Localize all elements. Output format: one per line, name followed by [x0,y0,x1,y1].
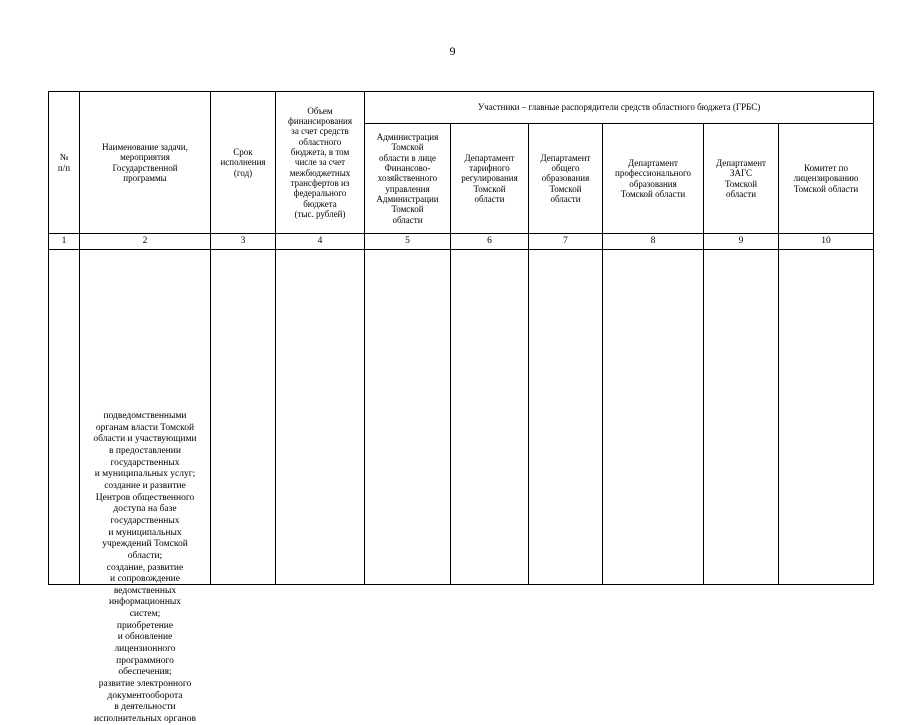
text-line: образования [629,178,677,189]
text-line: бюджета, в том [290,146,350,157]
header-licensing-committee [779,124,874,234]
col-number-cell: 6 [451,234,529,250]
prof-edu-cell [603,250,704,585]
header-participants: Участники – главные распорядители средств областного бюджета (ГРБС) [365,92,874,124]
col-number-cell: 2 [80,234,211,250]
text-line: Администрации [376,194,439,205]
text-line: № [59,152,69,163]
text-line: областного [298,136,342,147]
header-col-finance [276,92,365,234]
header-row-1 [49,92,874,124]
table-row [49,250,874,585]
finance-cell [276,250,365,585]
text-line: и муниципальных [108,527,182,538]
text-line: Томской [391,142,424,153]
col-number-cell: 3 [211,234,276,250]
header-tariff-dept [451,124,529,234]
text-line: федерального [293,188,347,199]
term-cell [211,250,276,585]
text-line: области [550,194,581,205]
licensing-cell [779,250,874,585]
text-line: создание, развитие [106,562,184,573]
text-line: информационных [108,597,182,608]
text-line: п/п [57,162,71,173]
text-line: числе за счет [294,157,346,168]
text-line: и сопровождение [110,574,180,585]
text-line: подведомственными [103,411,187,422]
text-line: тарифного [469,162,510,173]
program-table [48,91,874,724]
text-line: обеспечения; [118,667,172,678]
text-line: в деятельности [114,702,176,713]
text-line: исполнительных органов [94,713,196,724]
col-number-cell: 4 [276,234,365,250]
col-number-cell: 5 [365,234,451,250]
col-number-cell: 1 [49,234,80,250]
text-line: области в лице [379,152,436,163]
text-line: образования [541,173,590,184]
text-line: Томской области [620,188,686,199]
column-numbers-row [49,234,874,250]
text-line: области [725,188,757,199]
text-line: государственных [110,457,180,468]
text-line: финансирования [288,115,352,126]
text-line: области [474,194,505,205]
text-line: приобретение [116,620,174,631]
text-line: лицензированию [793,173,859,184]
text-line: Департамент [464,152,515,163]
text-line: области; [127,550,163,561]
text-line: доступа на базе [113,504,177,515]
text-line: Объем [307,105,333,116]
text-line: Финансово- [384,162,431,173]
col-number-cell: 10 [779,234,874,250]
text-line: хозяйственного [377,173,438,184]
text-line: исполнения [220,157,266,168]
text-line: Срок [233,146,253,157]
text-line: (год) [233,167,253,178]
text-line: органам власти Томской [95,422,195,433]
text-line: Администрация [376,131,439,142]
text-line: государственных [110,515,180,526]
admin-cell [365,250,451,585]
text-line: Томской [391,204,424,215]
header-zags-dept [704,124,779,234]
text-line: и муниципальных услуг; [94,469,196,480]
text-line: Департамент [540,152,591,163]
text-line: за счет средств [291,126,349,137]
text-line: программы [123,172,167,183]
header-col-number [49,92,80,234]
text-line: профессионального [615,168,691,179]
text-line: Наименование задачи, [102,141,188,152]
header-prof-edu-dept [603,124,704,234]
text-line: общего [551,162,580,173]
text-line: Томской [724,178,758,189]
text-line: программного [116,655,174,666]
text-line: ведомственных [113,585,177,596]
text-line: в предоставлении [109,446,181,457]
text-line: лицензионного [114,643,176,654]
text-line: (тыс. рублей) [294,209,346,220]
col-number-cell: 7 [529,234,603,250]
general-edu-cell [529,250,603,585]
text-line: управления [385,183,430,194]
text-line: Государственной [112,162,178,173]
text-line: и обновление [117,632,173,643]
header-col-task [80,92,211,234]
tariff-cell [451,250,529,585]
text-line: Центров общественного [95,492,195,503]
row-number-cell [49,250,80,585]
task-description-lines [81,411,209,724]
text-line: Департамент [716,157,766,168]
header-admin [365,124,451,234]
text-line: бюджета [303,198,337,209]
text-line: мероприятия [120,152,170,163]
col-number-cell: 8 [603,234,704,250]
task-description-cell [80,250,211,724]
text-line: Томской [473,183,506,194]
header-general-edu-dept [529,124,603,234]
text-line: документооборота [107,690,183,701]
text-line: Томской области [793,183,859,194]
text-line: регулирования [461,173,518,184]
text-line: ЗАГС [729,168,753,179]
text-line: систем; [129,609,161,620]
text-line: трансфертов из [290,178,350,189]
header-col-term [211,92,276,234]
text-line: области и участвующими [93,434,197,445]
text-line: Томской [549,183,582,194]
zags-cell [704,250,779,585]
text-line: Департамент [628,157,678,168]
text-line: межбюджетных [289,167,351,178]
text-line: Комитет по [804,162,848,173]
text-line: области [392,214,423,225]
page-number: 9 [449,44,456,58]
text-line: развитие электронного [98,678,192,689]
col-number-cell: 9 [704,234,779,250]
text-line: учреждений Томской [102,539,188,550]
text-line: создание и развитие [104,481,186,492]
